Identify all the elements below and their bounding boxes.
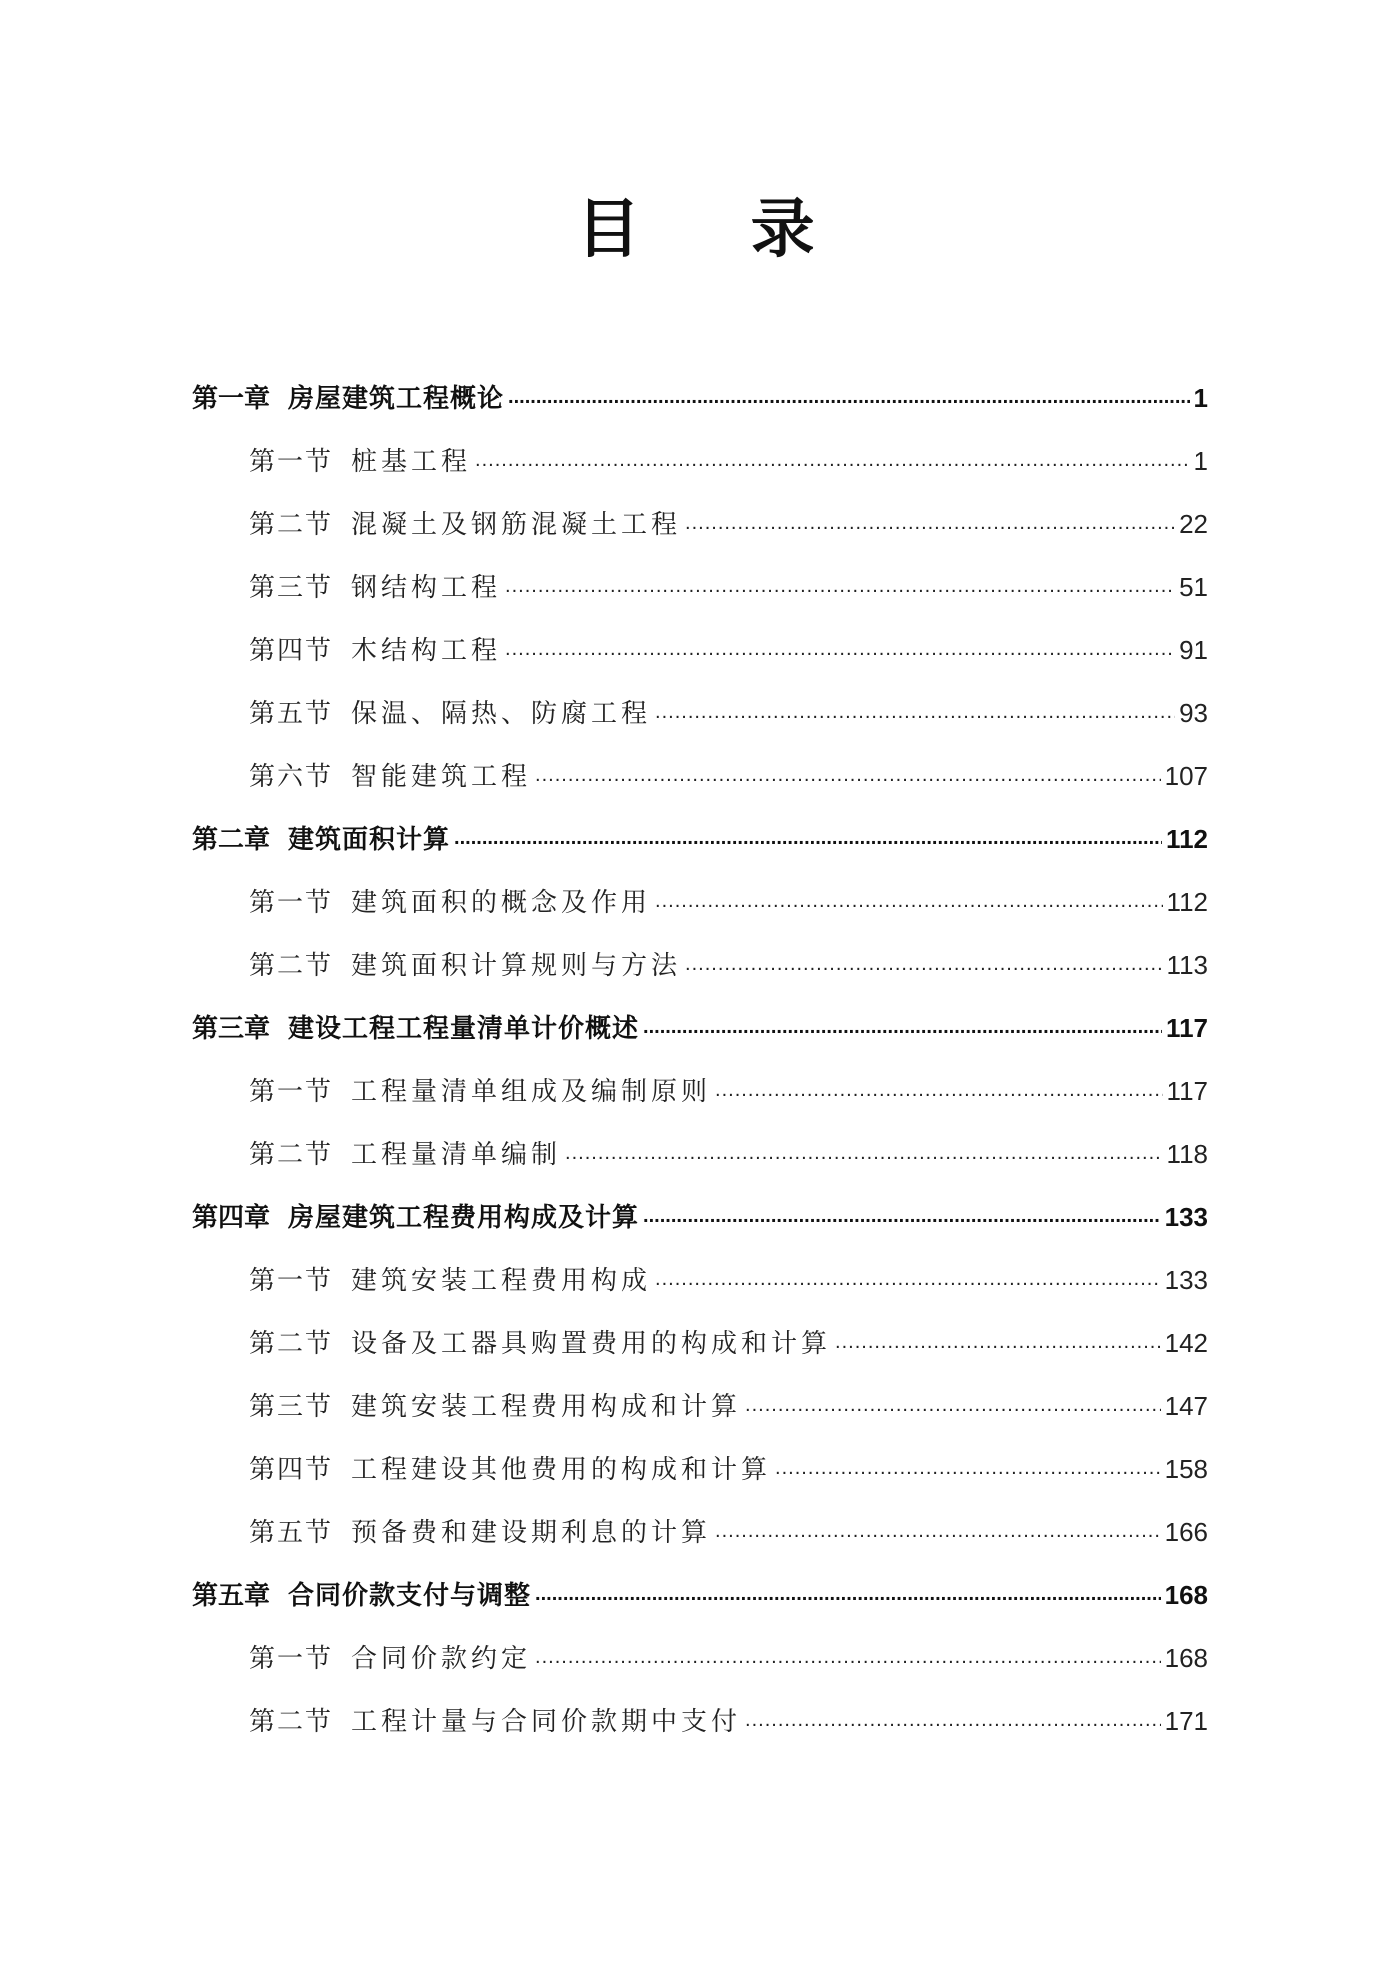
dot-leader (745, 1704, 1161, 1730)
toc-section-entry[interactable] (192, 630, 1208, 693)
dot-leader (655, 885, 1163, 911)
dot-leader (745, 1389, 1161, 1415)
toc-section-entry[interactable] (192, 1323, 1208, 1386)
page-number: 1 (1193, 383, 1208, 413)
section-heading: 工程量清单组成及编制原则 (351, 1077, 712, 1107)
page-number: 91 (1179, 635, 1208, 665)
dot-leader (643, 1011, 1162, 1037)
dot-leader (565, 1137, 1163, 1163)
section-number: 第四节 (249, 1455, 334, 1485)
chapter-heading: 建设工程工程量清单计价概述 (288, 1014, 640, 1044)
dot-leader (535, 759, 1161, 785)
page-number: 168 (1164, 1643, 1208, 1673)
toc-section-entry[interactable] (192, 1638, 1208, 1701)
dot-leader (475, 444, 1190, 470)
section-heading: 钢结构工程 (351, 573, 502, 603)
dot-leader (715, 1074, 1163, 1100)
dot-leader (454, 822, 1162, 848)
page-number: 117 (1166, 1076, 1208, 1106)
page-number: 171 (1164, 1706, 1208, 1736)
dot-leader (835, 1326, 1161, 1352)
dot-leader (508, 381, 1190, 407)
page-number: 133 (1164, 1202, 1208, 1232)
chapter-heading: 房屋建筑工程概论 (288, 384, 505, 414)
toc-section-entry[interactable] (192, 1512, 1208, 1575)
dot-leader (775, 1452, 1161, 1478)
dot-leader (535, 1641, 1161, 1667)
section-heading: 设备及工器具购置费用的构成和计算 (351, 1329, 832, 1359)
page-number: 166 (1164, 1517, 1208, 1547)
toc-section-entry[interactable] (192, 1071, 1208, 1134)
section-number: 第一节 (249, 1644, 334, 1674)
dot-leader (535, 1578, 1161, 1604)
section-heading: 建筑安装工程费用构成和计算 (351, 1392, 742, 1422)
toc-chapter-entry[interactable] (192, 1008, 1208, 1071)
section-number: 第一节 (249, 1077, 334, 1107)
page-number: 168 (1164, 1580, 1208, 1610)
toc-section-entry[interactable] (192, 1134, 1208, 1197)
dot-leader (715, 1515, 1161, 1541)
chapter-heading: 房屋建筑工程费用构成及计算 (288, 1203, 640, 1233)
section-heading: 智能建筑工程 (351, 762, 532, 792)
toc-chapter-entry[interactable] (192, 1197, 1208, 1260)
section-heading: 建筑安装工程费用构成 (351, 1266, 652, 1296)
section-heading: 建筑面积的概念及作用 (351, 888, 652, 918)
section-heading: 工程计量与合同价款期中支付 (351, 1707, 742, 1737)
page-number: 112 (1166, 824, 1208, 854)
section-number: 第二节 (249, 510, 334, 540)
section-number: 第三节 (249, 573, 334, 603)
page-number: 113 (1166, 950, 1208, 980)
chapter-number: 第二章 (192, 825, 271, 855)
section-heading: 预备费和建设期利息的计算 (351, 1518, 712, 1548)
page-number: 93 (1179, 698, 1208, 728)
toc-chapter-entry[interactable] (192, 1575, 1208, 1638)
chapter-number: 第一章 (192, 384, 271, 414)
page-number: 158 (1164, 1454, 1208, 1484)
dot-leader (505, 633, 1175, 659)
section-heading: 混凝土及钢筋混凝土工程 (351, 510, 682, 540)
dot-leader (685, 507, 1175, 533)
section-heading: 工程量清单编制 (351, 1140, 562, 1170)
section-heading: 工程建设其他费用的构成和计算 (351, 1455, 772, 1485)
toc-section-entry[interactable] (192, 441, 1208, 504)
dot-leader (685, 948, 1163, 974)
table-of-contents (192, 378, 1208, 1764)
page-number: 147 (1164, 1391, 1208, 1421)
toc-section-entry[interactable] (192, 945, 1208, 1008)
section-heading: 保温、隔热、防腐工程 (351, 699, 652, 729)
section-number: 第六节 (249, 762, 334, 792)
section-heading: 合同价款约定 (351, 1644, 532, 1674)
toc-chapter-entry[interactable] (192, 819, 1208, 882)
page-number: 22 (1179, 509, 1208, 539)
chapter-number: 第三章 (192, 1014, 271, 1044)
section-number: 第五节 (249, 699, 334, 729)
section-number: 第二节 (249, 951, 334, 981)
section-number: 第三节 (249, 1392, 334, 1422)
page-number: 142 (1164, 1328, 1208, 1358)
dot-leader (655, 1263, 1161, 1289)
toc-section-entry[interactable] (192, 693, 1208, 756)
section-number: 第四节 (249, 636, 334, 666)
section-number: 第二节 (249, 1707, 334, 1737)
page-number: 117 (1166, 1013, 1208, 1043)
toc-section-entry[interactable] (192, 504, 1208, 567)
page-number: 133 (1164, 1265, 1208, 1295)
section-heading: 桩基工程 (351, 447, 472, 477)
page-number: 1 (1193, 446, 1208, 476)
page-number: 51 (1179, 572, 1208, 602)
dot-leader (643, 1200, 1161, 1226)
dot-leader (505, 570, 1175, 596)
chapter-heading: 建筑面积计算 (288, 825, 451, 855)
section-number: 第二节 (249, 1329, 334, 1359)
chapter-number: 第四章 (192, 1203, 271, 1233)
section-number: 第一节 (249, 1266, 334, 1296)
page-number: 118 (1166, 1139, 1208, 1169)
dot-leader (655, 696, 1175, 722)
toc-section-entry[interactable] (192, 567, 1208, 630)
section-heading: 木结构工程 (351, 636, 502, 666)
toc-section-entry[interactable] (192, 756, 1208, 819)
section-number: 第一节 (249, 447, 334, 477)
section-number: 第二节 (249, 1140, 334, 1170)
section-number: 第一节 (249, 888, 334, 918)
page-number: 112 (1166, 887, 1208, 917)
toc-section-entry[interactable] (192, 1701, 1208, 1764)
toc-chapter-entry[interactable] (192, 378, 1208, 441)
chapter-heading: 合同价款支付与调整 (288, 1581, 532, 1611)
toc-section-entry[interactable] (192, 1449, 1208, 1512)
page-title: 目 录 (576, 192, 859, 267)
section-heading: 建筑面积计算规则与方法 (351, 951, 682, 981)
toc-section-entry[interactable] (192, 1386, 1208, 1449)
chapter-number: 第五章 (192, 1581, 271, 1611)
page-number: 107 (1164, 761, 1208, 791)
section-number: 第五节 (249, 1518, 334, 1548)
toc-section-entry[interactable] (192, 1260, 1208, 1323)
toc-section-entry[interactable] (192, 882, 1208, 945)
